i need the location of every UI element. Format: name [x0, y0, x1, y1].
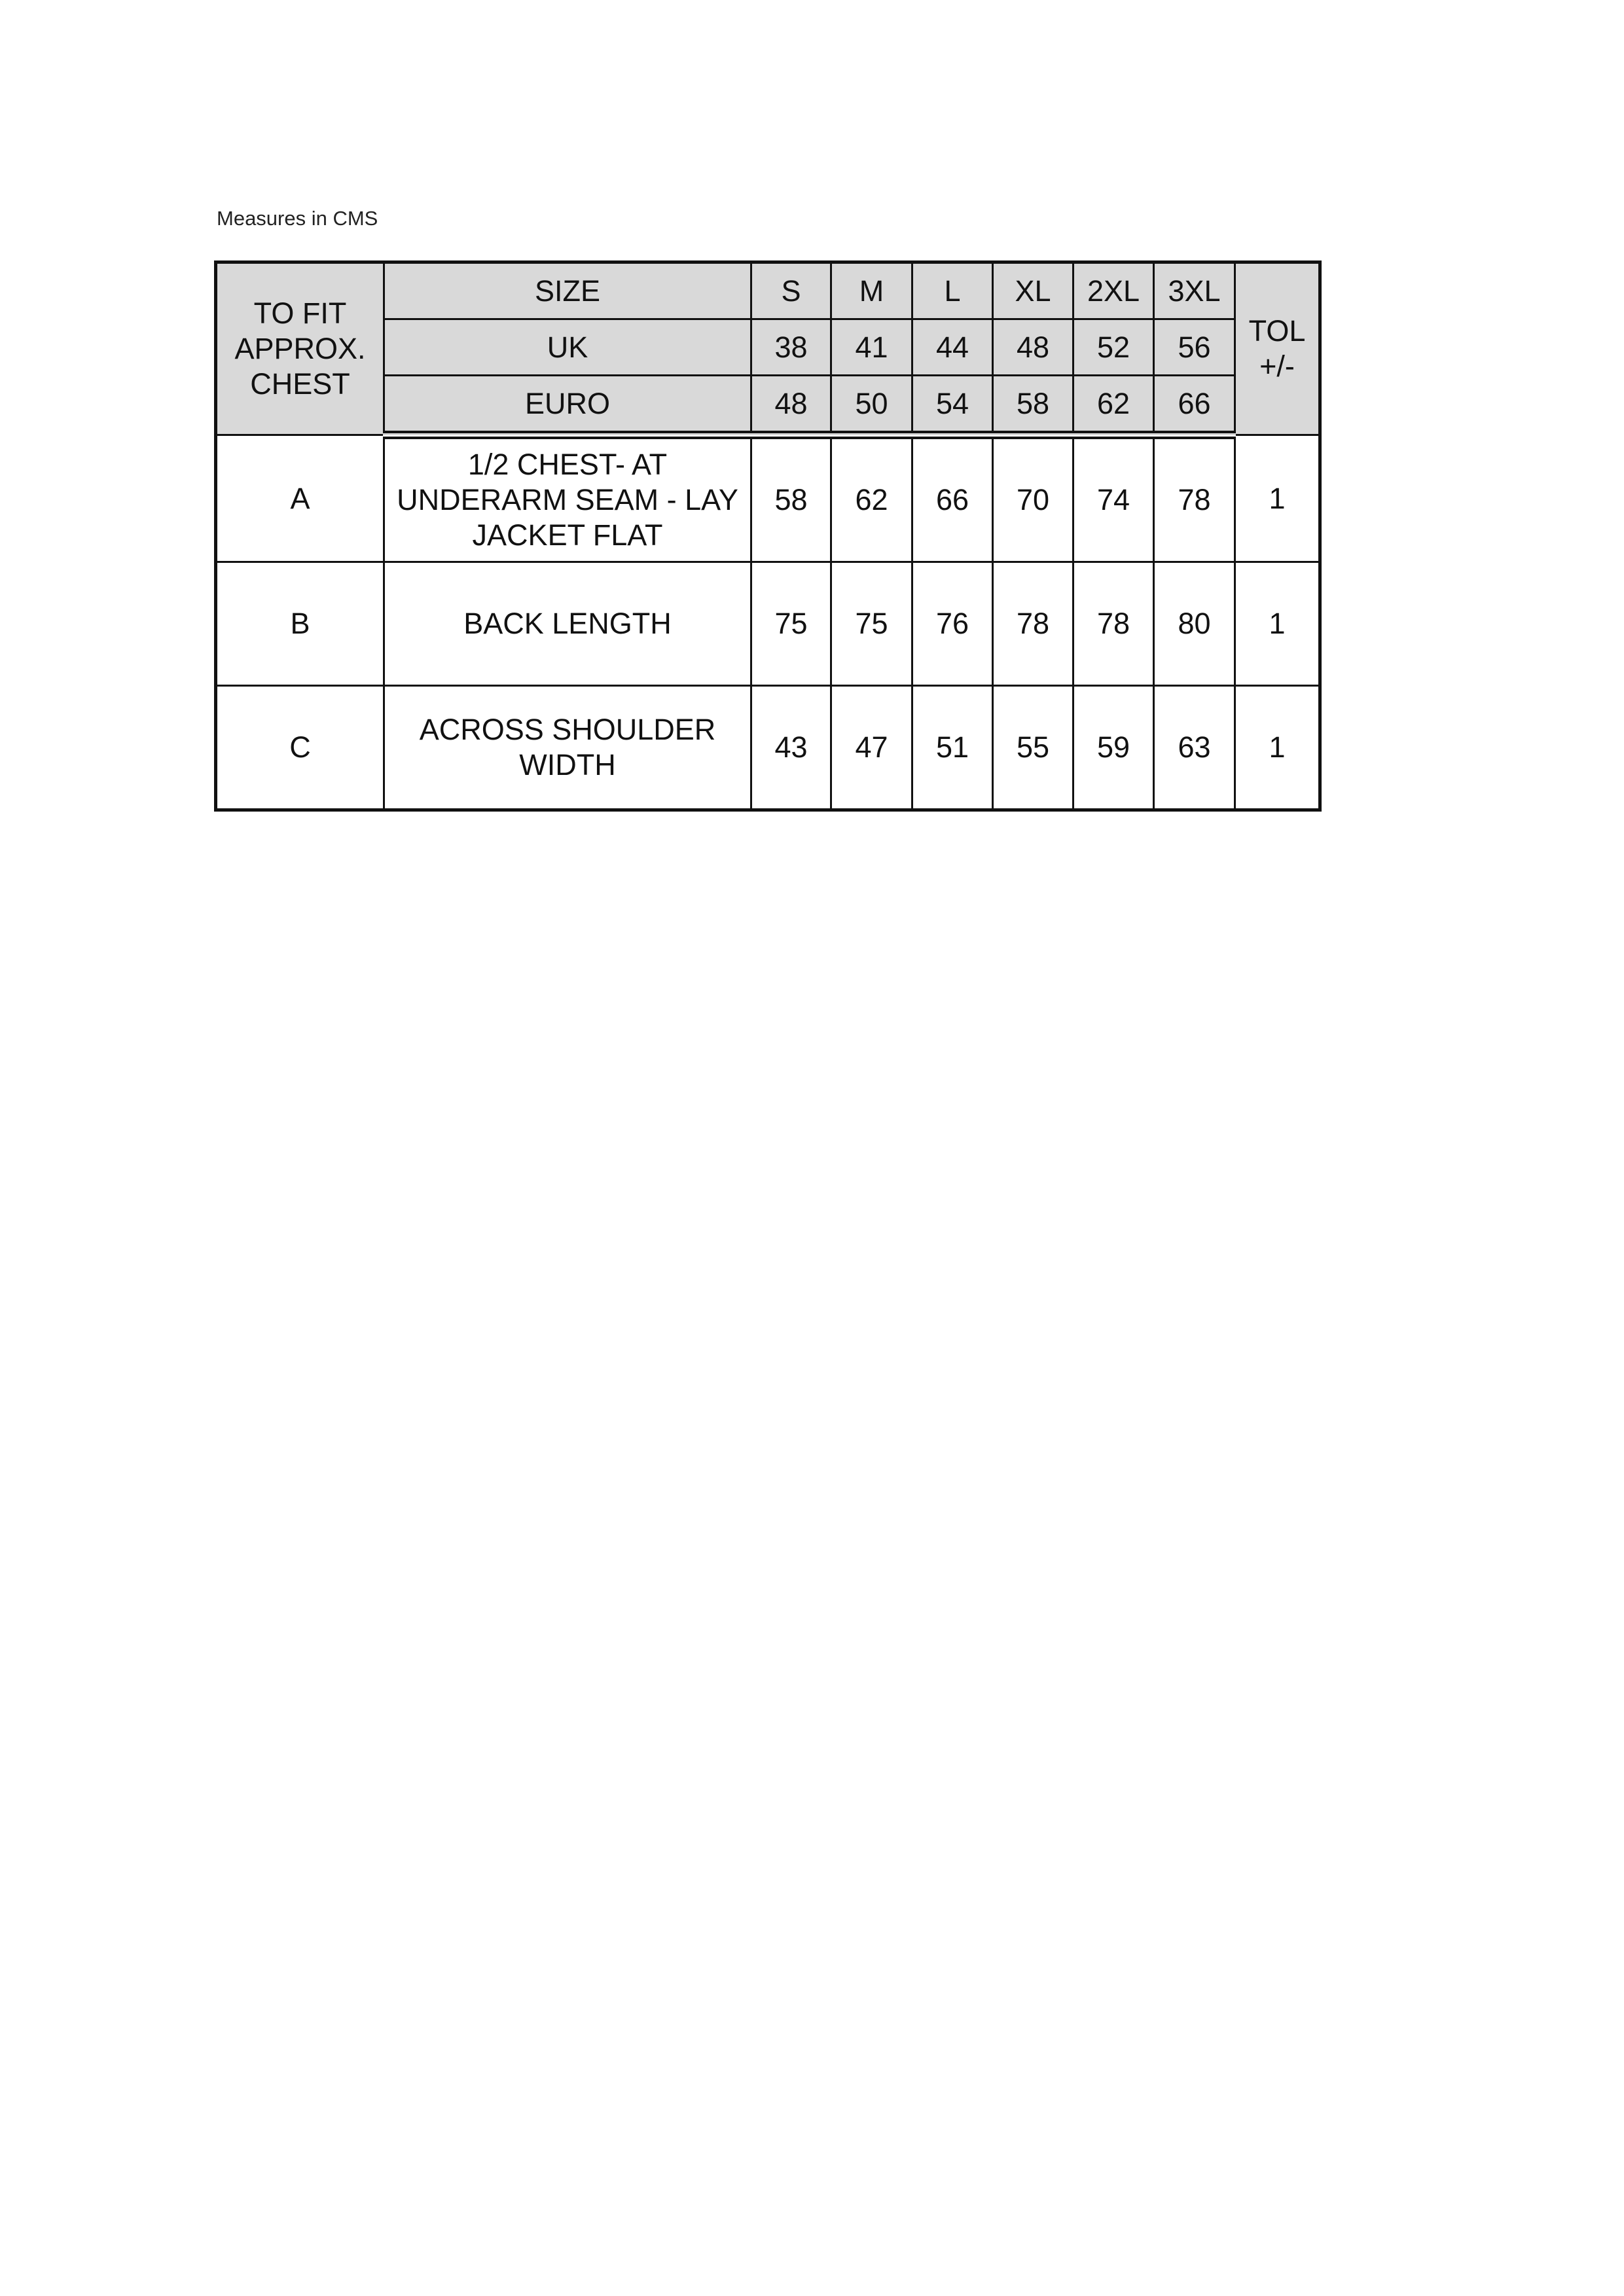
measurement-value: 70 [993, 435, 1074, 562]
size-cell: 3XL [1154, 262, 1235, 319]
euro-size-cell: 48 [751, 376, 831, 435]
uk-size-cell: 52 [1074, 319, 1154, 376]
measurement-value: 78 [1074, 562, 1154, 686]
description-line: JACKET FLAT [472, 518, 663, 552]
tolerance-value: 1 [1235, 435, 1320, 562]
measurement-row-b [216, 562, 1320, 686]
description-line: BACK LENGTH [463, 607, 672, 640]
size-header-row [216, 262, 1320, 319]
fit-label-line: CHEST [250, 367, 350, 401]
tolerance-value: 1 [1235, 686, 1320, 810]
fit-label-line: TO FIT [253, 296, 347, 330]
header-row-label: EURO [384, 376, 751, 435]
size-chart-table [214, 260, 1322, 812]
measurement-description [384, 562, 751, 686]
euro-size-cell: 54 [912, 376, 993, 435]
uk-size-cell: 48 [993, 319, 1074, 376]
measurement-value: 80 [1154, 562, 1235, 686]
measurement-value: 76 [912, 562, 993, 686]
fit-label-line: APPROX. [234, 332, 366, 365]
to-fit-approx-chest-header [216, 262, 384, 435]
tol-label-line: TOL [1248, 314, 1306, 348]
euro-size-cell: 66 [1154, 376, 1235, 435]
uk-size-cell: 56 [1154, 319, 1235, 376]
size-cell: M [831, 262, 912, 319]
measurement-row-c [216, 686, 1320, 810]
measurement-value: 47 [831, 686, 912, 810]
tol-label-line: +/- [1259, 350, 1295, 383]
measurement-value: 62 [831, 435, 912, 562]
units-note: Measures in CMS [217, 207, 378, 230]
measurement-value: 66 [912, 435, 993, 562]
measurement-row-a [216, 435, 1320, 562]
measurement-value: 75 [751, 562, 831, 686]
header-row-label: UK [384, 319, 751, 376]
description-line: UNDERARM SEAM - LAY [397, 483, 738, 516]
size-cell: L [912, 262, 993, 319]
size-cell: S [751, 262, 831, 319]
measurement-value: 58 [751, 435, 831, 562]
description-line: WIDTH [519, 748, 616, 781]
measurement-description [384, 686, 751, 810]
description-line: ACROSS SHOULDER [419, 713, 716, 746]
measurement-value: 75 [831, 562, 912, 686]
measurement-value: 78 [993, 562, 1074, 686]
measurement-value: 51 [912, 686, 993, 810]
measurement-code: B [216, 562, 384, 686]
euro-size-cell: 50 [831, 376, 912, 435]
measurement-value: 43 [751, 686, 831, 810]
header-row-label: SIZE [384, 262, 751, 319]
measurement-value: 74 [1074, 435, 1154, 562]
measurement-value: 59 [1074, 686, 1154, 810]
uk-size-cell: 41 [831, 319, 912, 376]
size-cell: 2XL [1074, 262, 1154, 319]
measurement-code: C [216, 686, 384, 810]
measurement-description [384, 435, 751, 562]
tolerance-header [1235, 262, 1320, 435]
description-line: 1/2 CHEST- AT [467, 448, 668, 481]
measurement-code: A [216, 435, 384, 562]
uk-size-cell: 38 [751, 319, 831, 376]
uk-size-cell: 44 [912, 319, 993, 376]
euro-size-cell: 58 [993, 376, 1074, 435]
measurement-value: 63 [1154, 686, 1235, 810]
size-cell: XL [993, 262, 1074, 319]
measurement-value: 55 [993, 686, 1074, 810]
tolerance-value: 1 [1235, 562, 1320, 686]
measurement-value: 78 [1154, 435, 1235, 562]
euro-size-cell: 62 [1074, 376, 1154, 435]
